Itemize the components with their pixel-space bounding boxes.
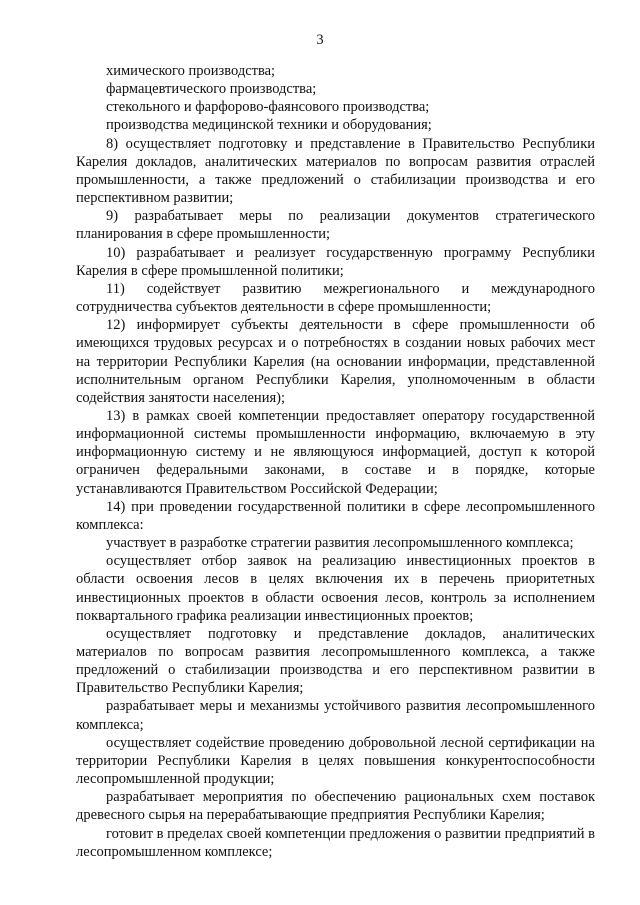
paragraph-item-8: 8) осуществляет подготовку и представление в Правительство Республики Карелия докладов, аналитических материалов по вопросам развития отраслей промышленности, а также предложений о стабилизации производства и его перспективном развитии; [76, 135, 595, 207]
paragraph-pharmaceutical-production: фармацевтического производства; [106, 81, 317, 98]
paragraph-medical-equipment-production: производства медицинской техники и оборудования; [106, 117, 432, 134]
paragraph-forestry-reports: осуществляет подготовку и представление докладов, аналитических материалов по вопросам развития лесопромышленного комплекса, а также предложений о стабилизации производства и его перспективном развитии в Правительство Республики Карелия; [76, 625, 595, 697]
paragraph-forestry-strategy: участвует в разработке стратегии развития лесопромышленного комплекса; [106, 535, 574, 552]
paragraph-forest-certification: осуществляет содействие проведению добровольной лесной сертификации на территории Республики Карелия в целях повышения конкурентоспособности лесопромышленной продукции; [76, 734, 595, 788]
paragraph-item-13: 13) в рамках своей компетенции предоставляет оператору государственной информационной системы промышленности информацию, включаемую в эту информационную систему и не являющуюся информацией, доступ к которой ограничен федеральными законами, в составе и в порядке, которые устанавливаются Правительством Российской Федерации; [76, 407, 595, 497]
paragraph-item-10: 10) разрабатывает и реализует государственную программу Республики Карелия в сфере промышленной политики; [76, 244, 595, 279]
paragraph-glass-porcelain-production: стекольного и фарфорово-фаянсового производства; [106, 99, 430, 116]
paragraph-chemical-production: химического производства; [106, 63, 276, 79]
page-number: 3 [316, 32, 324, 48]
paragraph-item-9: 9) разрабатывает меры по реализации документов стратегического планирования в сфере промышленности; [76, 208, 595, 243]
paragraph-sustainable-development: разрабатывает меры и механизмы устойчивого развития лесопромышленного комплекса; [76, 698, 595, 733]
paragraph-item-14: 14) при проведении государственной политики в сфере лесопромышленного комплекса: [76, 498, 595, 533]
paragraph-timber-supply: разрабатывает мероприятия по обеспечению рациональных схем поставок древесного сырья на перерабатывающие предприятия Республики Карелия; [76, 789, 595, 824]
paragraph-enterprise-proposals: готовит в пределах своей компетенции предложения о развитии предприятий в лесопромышленном комплексе; [76, 825, 595, 860]
paragraph-item-11: 11) содействует развитию межрегионального и международного сотрудничества субъектов деятельности в сфере промышленности; [76, 280, 595, 316]
paragraph-item-12: 12) информирует субъекты деятельности в сфере промышленности об имеющихся трудовых ресурсах и о потребностях в создании новых рабочих мест на территории Республики Карелия (на основании информации, представленной исполнительным органом Республики Карелия, уполномоченным в области содействия занятости населения); [76, 317, 595, 406]
paragraph-investment-projects: осуществляет отбор заявок на реализацию инвестиционных проектов в области освоения лесов в целях включения их в перечень приоритетных инвестиционных проектов в области освоения лесов, контроль за исполнением поквартального графика реализации инвестиционных проектов; [76, 553, 595, 624]
document-body [76, 62, 595, 861]
